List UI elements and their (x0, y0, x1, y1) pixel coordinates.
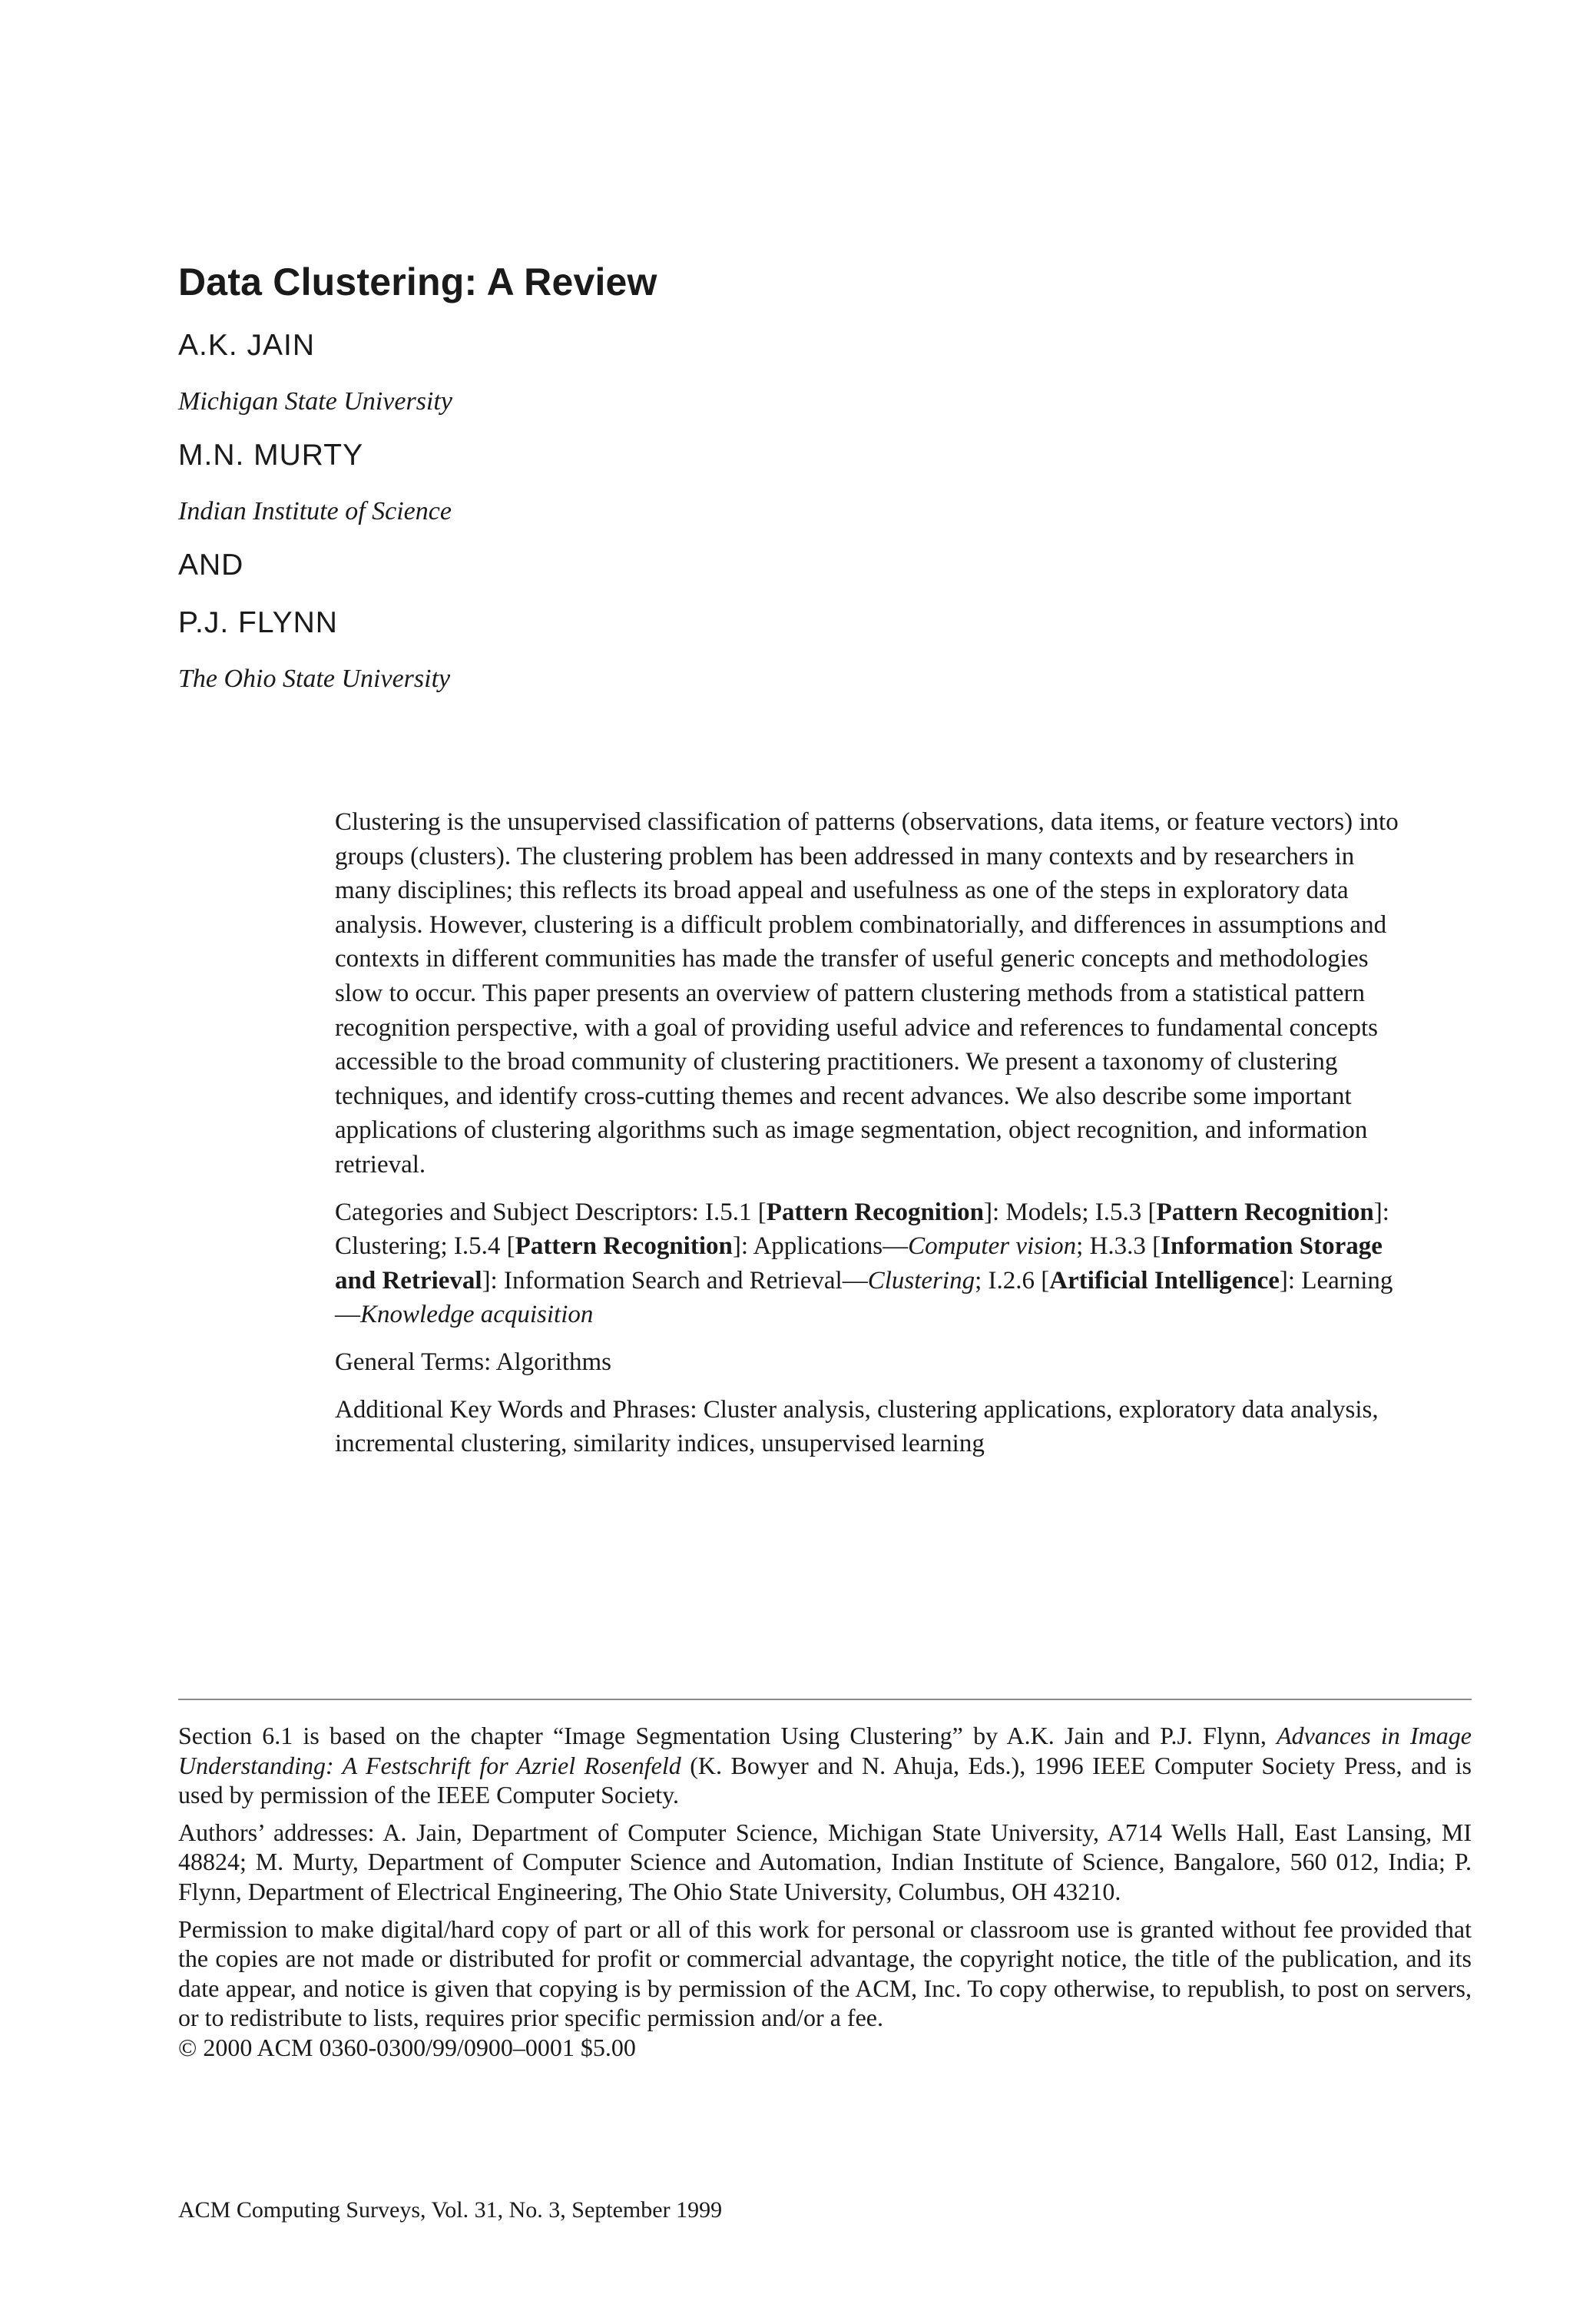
general-terms: General Terms: Algorithms (335, 1348, 612, 1376)
copyright-line: © 2000 ACM 0360-0300/99/0900–0001 $5.00 (178, 2033, 636, 2061)
journal-citation: ACM Computing Surveys, Vol. 31, No. 3, September 1999 (178, 2197, 723, 2223)
footnotes-section (178, 1721, 1472, 2063)
permission-notice: Permission to make digital/hard copy of part or all of this work for personal or classroom use is granted without fee provided that the copies are not made or distributed for profit or commercial advantage, the copyright notice, the title of the publication, and its date appear, and notice is given that copying is by permission of the ACM, Inc. To copy otherwise, to republish, to post on servers, or to redistribute to lists, requires prior specific permission and/or a fee. (178, 1915, 1472, 2032)
author-name-jain: A.K. JAIN (178, 329, 316, 362)
author-conjunction: AND (178, 549, 244, 582)
category-subterm: Clustering (867, 1266, 975, 1295)
section-note-text: Section 6.1 is based on the chapter “Image Segmentation Using Clustering” by A.K. Jain and P.J. Flynn, (178, 1722, 1277, 1749)
categories-text: ]: Models; I.5.3 [ (983, 1198, 1157, 1226)
category-term: Pattern Recognition (766, 1198, 984, 1226)
footnote-divider (178, 1699, 1472, 1700)
category-subterm: Computer vision (908, 1232, 1077, 1261)
author-name-murty: M.N. MURTY (178, 439, 364, 472)
categories-text: ]: Information Search and Retrieval— (482, 1266, 868, 1295)
abstract-section (335, 805, 1410, 1461)
paper-title: Data Clustering: A Review (178, 260, 657, 303)
categories-text: ]: Learning— (335, 1266, 1393, 1329)
section-note (178, 1721, 1472, 1810)
categories-text: ; H.3.3 [ (1076, 1232, 1161, 1261)
categories-text: ]: Applications— (732, 1232, 909, 1261)
category-term: Pattern Recognition (1156, 1198, 1374, 1226)
categories-text: ]: Clustering; I.5.4 [ (335, 1198, 1389, 1261)
authors-addresses: Authors’ addresses: A. Jain, Department of Computer Science, Michigan State University, A714 Wells Hall, East Lansing, MI 48824; M. Murty, Department of Computer Science and Automation, Indian Institute of Science, Bangalore, 560 012, India; P. Flynn, Department of Electrical Engineering, The Ohio State University, Columbus, OH 43210. (178, 1818, 1472, 1905)
categories-text: ; I.2.6 [ (975, 1266, 1050, 1295)
section-note-book-title: Advances in Image Understanding: A Festschrift for Azriel Rosenfeld (178, 1722, 1472, 1779)
categories-text: Categories and Subject Descriptors: I.5.1 [ (335, 1198, 767, 1226)
author-affiliation-jain: Michigan State University (178, 387, 452, 416)
author-affiliation-murty: Indian Institute of Science (178, 497, 452, 525)
category-term: Pattern Recognition (515, 1232, 733, 1261)
categories-and-subject-descriptors (335, 1195, 1410, 1332)
keywords: Additional Key Words and Phrases: Cluster analysis, clustering applications, exploratory data analysis, incremental clustering, similarity indices, unsupervised learning (335, 1395, 1379, 1458)
author-name-flynn: P.J. FLYNN (178, 606, 338, 639)
author-affiliation-flynn: The Ohio State University (178, 665, 451, 693)
section-note-text: (K. Bowyer and N. Ahuja, Eds.), 1996 IEEE Computer Society Press, and is used by permission of the IEEE Computer Society. (178, 1751, 1472, 1809)
category-subterm: Knowledge acquisition (360, 1301, 594, 1329)
abstract-text: Clustering is the unsupervised classification of patterns (observations, data items, or feature vectors) into groups (clusters). The clustering problem has been addressed in many contexts and by researchers in many disciplines; this reflects its broad appeal and usefulness as one of the steps in exploratory data analysis. However, clustering is a difficult problem combinatorially, and differences in assumptions and contexts in different communities has made the transfer of useful generic concepts and methodologies slow to occur. This paper presents an overview of pattern clustering methods from a statistical pattern recognition perspective, with a goal of providing useful advice and references to fundamental concepts accessible to the broad community of clustering practitioners. We present a taxonomy of clustering techniques, and identify cross-cutting themes and recent advances. We also describe some important applications of clustering algorithms such as image segmentation, object recognition, and information retrieval. (335, 808, 1399, 1179)
category-term: Artificial Intelligence (1049, 1266, 1280, 1295)
category-term: Information Storage and Retrieval (335, 1232, 1383, 1295)
